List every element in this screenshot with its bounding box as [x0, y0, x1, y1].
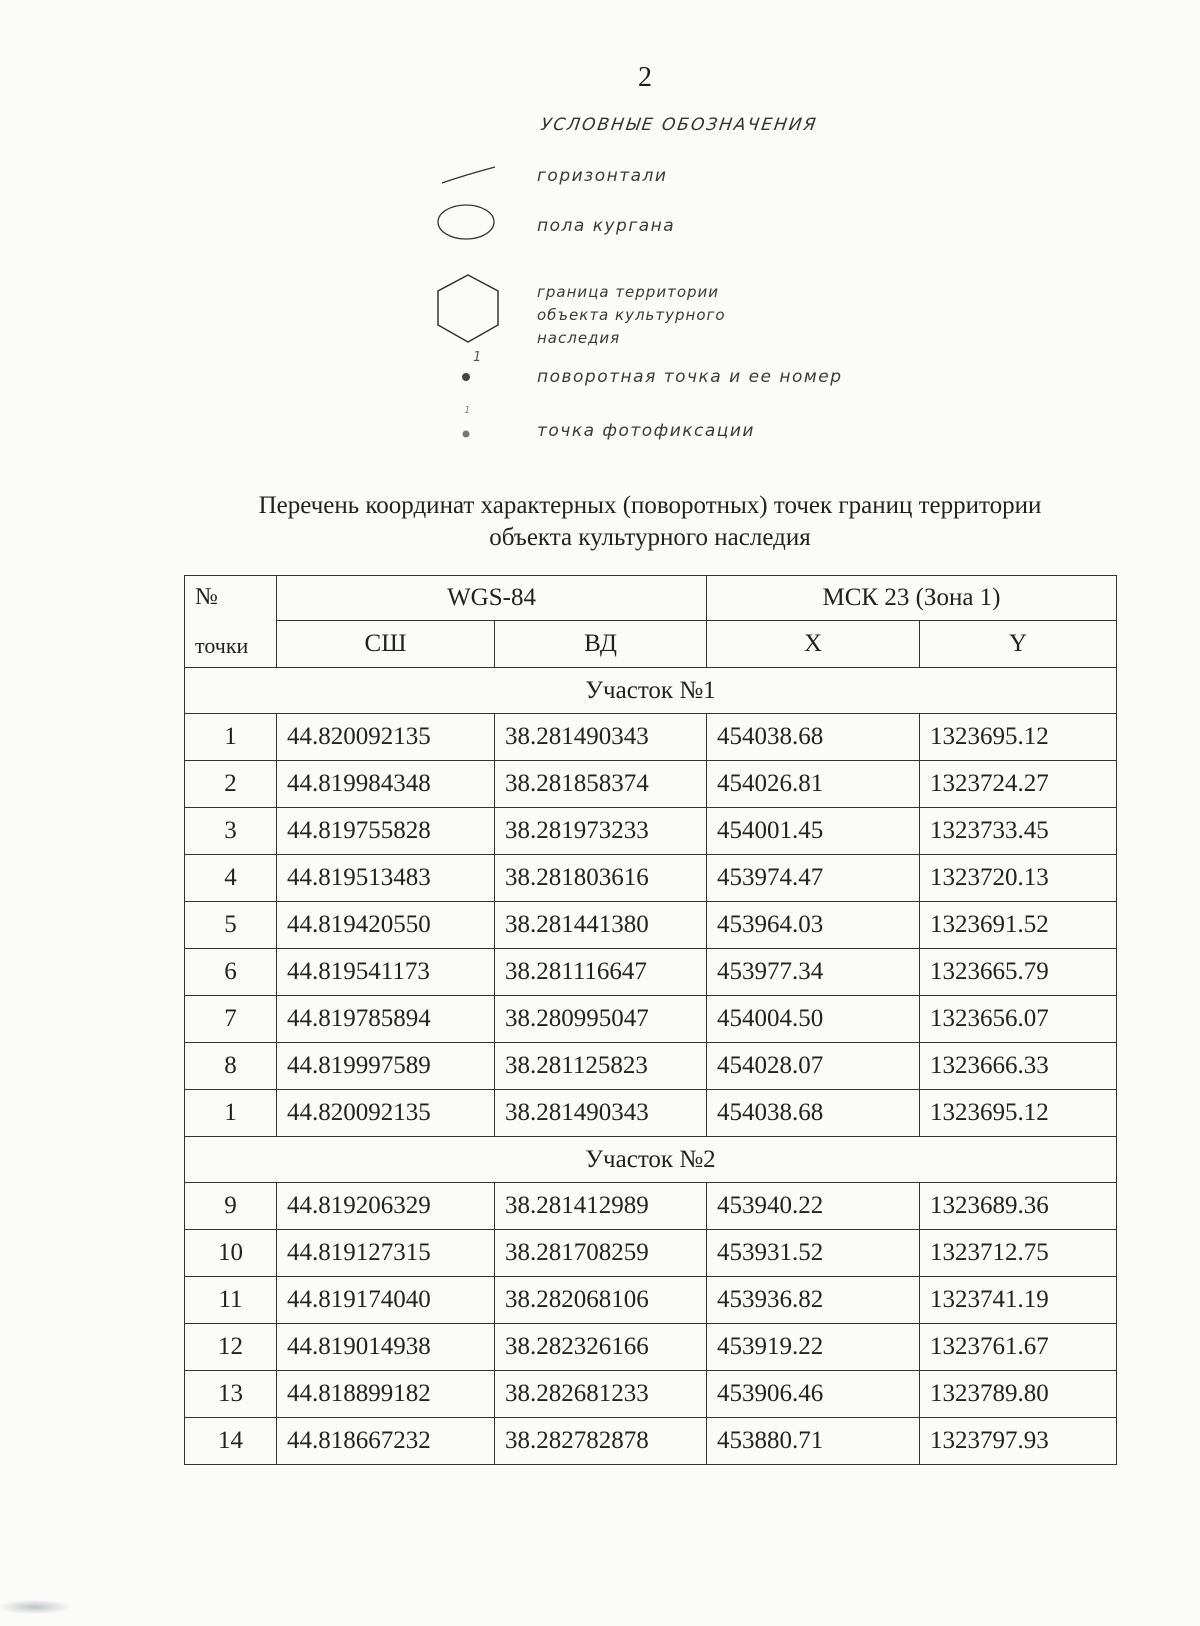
legend-label-contours: горизонтали	[537, 166, 668, 186]
y-cell: 1323695.12	[920, 1090, 1117, 1137]
wgs84-group-header: WGS-84	[277, 576, 707, 621]
latitude-cell: 44.819997589	[277, 1043, 495, 1090]
y-cell: 1323695.12	[920, 714, 1117, 761]
x-cell: 453880.71	[707, 1418, 920, 1465]
point-number-cell: 7	[185, 996, 277, 1043]
x-cell: 454026.81	[707, 761, 920, 808]
longitude-cell: 38.281858374	[495, 761, 707, 808]
latitude-cell: 44.820092135	[277, 714, 495, 761]
legend-label-photo-point: точка фотофиксации	[537, 421, 755, 441]
turning-point-icon	[460, 371, 472, 383]
table-body	[185, 668, 1117, 1465]
point-number-cell: 8	[185, 1043, 277, 1090]
table-row	[185, 1371, 1117, 1418]
point-number-header	[185, 576, 277, 668]
section-title: Участок №1	[185, 668, 1117, 714]
longitude-cell: 38.281490343	[495, 1090, 707, 1137]
latitude-cell: 44.819984348	[277, 761, 495, 808]
longitude-cell: 38.282068106	[495, 1277, 707, 1324]
point-number-cell: 1	[185, 714, 277, 761]
table-row	[185, 996, 1117, 1043]
x-cell: 453964.03	[707, 902, 920, 949]
hexagon-boundary-icon	[432, 272, 504, 346]
legend-label-boundary	[537, 281, 726, 350]
x-cell: 454001.45	[707, 808, 920, 855]
latitude-cell: 44.819174040	[277, 1277, 495, 1324]
y-cell: 1323720.13	[920, 855, 1117, 902]
legend-label-turning-point: поворотная точка и ее номер	[537, 367, 843, 387]
longitude-cell: 38.282782878	[495, 1418, 707, 1465]
page-number: 2	[638, 62, 652, 93]
point-number-header-symbol: №	[195, 584, 218, 610]
point-number-cell: 14	[185, 1418, 277, 1465]
y-cell: 1323741.19	[920, 1277, 1117, 1324]
point-number-cell: 5	[185, 902, 277, 949]
longitude-header: ВД	[495, 621, 707, 668]
x-cell: 454028.07	[707, 1043, 920, 1090]
legend-label-boundary-line1: граница территории	[537, 283, 720, 301]
y-cell: 1323761.67	[920, 1324, 1117, 1371]
section-row	[185, 1137, 1117, 1183]
y-cell: 1323656.07	[920, 996, 1117, 1043]
point-number-cell: 12	[185, 1324, 277, 1371]
latitude-cell: 44.819014938	[277, 1324, 495, 1371]
x-cell: 454038.68	[707, 1090, 920, 1137]
legend-title: УСЛОВНЫЕ ОБОЗНАЧЕНИЯ	[539, 115, 819, 135]
table-row	[185, 1183, 1117, 1230]
x-cell: 454004.50	[707, 996, 920, 1043]
latitude-cell: 44.819785894	[277, 996, 495, 1043]
scan-artifact	[0, 1600, 70, 1614]
x-cell: 454038.68	[707, 714, 920, 761]
table-row	[185, 1277, 1117, 1324]
y-header: Y	[920, 621, 1117, 668]
y-cell: 1323666.33	[920, 1043, 1117, 1090]
x-cell: 453974.47	[707, 855, 920, 902]
latitude-cell: 44.819541173	[277, 949, 495, 996]
longitude-cell: 38.282681233	[495, 1371, 707, 1418]
longitude-cell: 38.281125823	[495, 1043, 707, 1090]
latitude-cell: 44.819127315	[277, 1230, 495, 1277]
longitude-cell: 38.281441380	[495, 902, 707, 949]
latitude-cell: 44.818667232	[277, 1418, 495, 1465]
x-cell: 453919.22	[707, 1324, 920, 1371]
turning-point-number: 1	[473, 350, 482, 365]
x-header: X	[707, 621, 920, 668]
longitude-cell: 38.282326166	[495, 1324, 707, 1371]
y-cell: 1323733.45	[920, 808, 1117, 855]
table-row	[185, 855, 1117, 902]
y-cell: 1323789.80	[920, 1371, 1117, 1418]
table-row	[185, 1418, 1117, 1465]
y-cell: 1323797.93	[920, 1418, 1117, 1465]
latitude-cell: 44.819513483	[277, 855, 495, 902]
section-row	[185, 668, 1117, 714]
longitude-cell: 38.280995047	[495, 996, 707, 1043]
point-number-cell: 13	[185, 1371, 277, 1418]
x-cell: 453931.52	[707, 1230, 920, 1277]
y-cell: 1323712.75	[920, 1230, 1117, 1277]
legend-label-boundary-line3: наследия	[537, 329, 621, 347]
latitude-cell: 44.819755828	[277, 808, 495, 855]
latitude-header: СШ	[277, 621, 495, 668]
longitude-cell: 38.281116647	[495, 949, 707, 996]
y-cell: 1323724.27	[920, 761, 1117, 808]
photo-point-number: 1	[464, 405, 471, 416]
point-number-cell: 10	[185, 1230, 277, 1277]
longitude-cell: 38.281708259	[495, 1230, 707, 1277]
coordinates-table	[184, 575, 1117, 1465]
legend-label-mound: пола кургана	[537, 216, 676, 236]
point-number-cell: 11	[185, 1277, 277, 1324]
contour-line-icon	[440, 165, 500, 187]
table-row	[185, 902, 1117, 949]
point-number-header-label: точки	[195, 633, 249, 658]
latitude-cell: 44.818899182	[277, 1371, 495, 1418]
table-row	[185, 1043, 1117, 1090]
point-number-cell: 9	[185, 1183, 277, 1230]
legend-label-boundary-line2: объекта культурного	[537, 306, 726, 324]
x-cell: 453940.22	[707, 1183, 920, 1230]
msk23-group-header: МСК 23 (Зона 1)	[707, 576, 1117, 621]
document-title-line1: Перечень координат характерных (поворотных) точек границ территории	[258, 492, 1042, 519]
table-row	[185, 1230, 1117, 1277]
table-row	[185, 1324, 1117, 1371]
x-cell: 453906.46	[707, 1371, 920, 1418]
point-number-cell: 4	[185, 855, 277, 902]
point-number-cell: 1	[185, 1090, 277, 1137]
photo-point-icon	[460, 428, 472, 440]
point-number-cell: 6	[185, 949, 277, 996]
point-number-cell: 3	[185, 808, 277, 855]
latitude-cell: 44.819206329	[277, 1183, 495, 1230]
latitude-cell: 44.819420550	[277, 902, 495, 949]
x-cell: 453977.34	[707, 949, 920, 996]
x-cell: 453936.82	[707, 1277, 920, 1324]
longitude-cell: 38.281490343	[495, 714, 707, 761]
table-row	[185, 949, 1117, 996]
document-title-line2: объекта культурного наследия	[489, 524, 811, 551]
table-row	[185, 761, 1117, 808]
table-row	[185, 808, 1117, 855]
y-cell: 1323689.36	[920, 1183, 1117, 1230]
document-title	[150, 490, 1150, 554]
longitude-cell: 38.281973233	[495, 808, 707, 855]
longitude-cell: 38.281803616	[495, 855, 707, 902]
mound-ellipse-icon	[435, 202, 497, 242]
point-number-cell: 2	[185, 761, 277, 808]
y-cell: 1323665.79	[920, 949, 1117, 996]
table-row	[185, 714, 1117, 761]
longitude-cell: 38.281412989	[495, 1183, 707, 1230]
section-title: Участок №2	[185, 1137, 1117, 1183]
table-row	[185, 1090, 1117, 1137]
latitude-cell: 44.820092135	[277, 1090, 495, 1137]
y-cell: 1323691.52	[920, 902, 1117, 949]
